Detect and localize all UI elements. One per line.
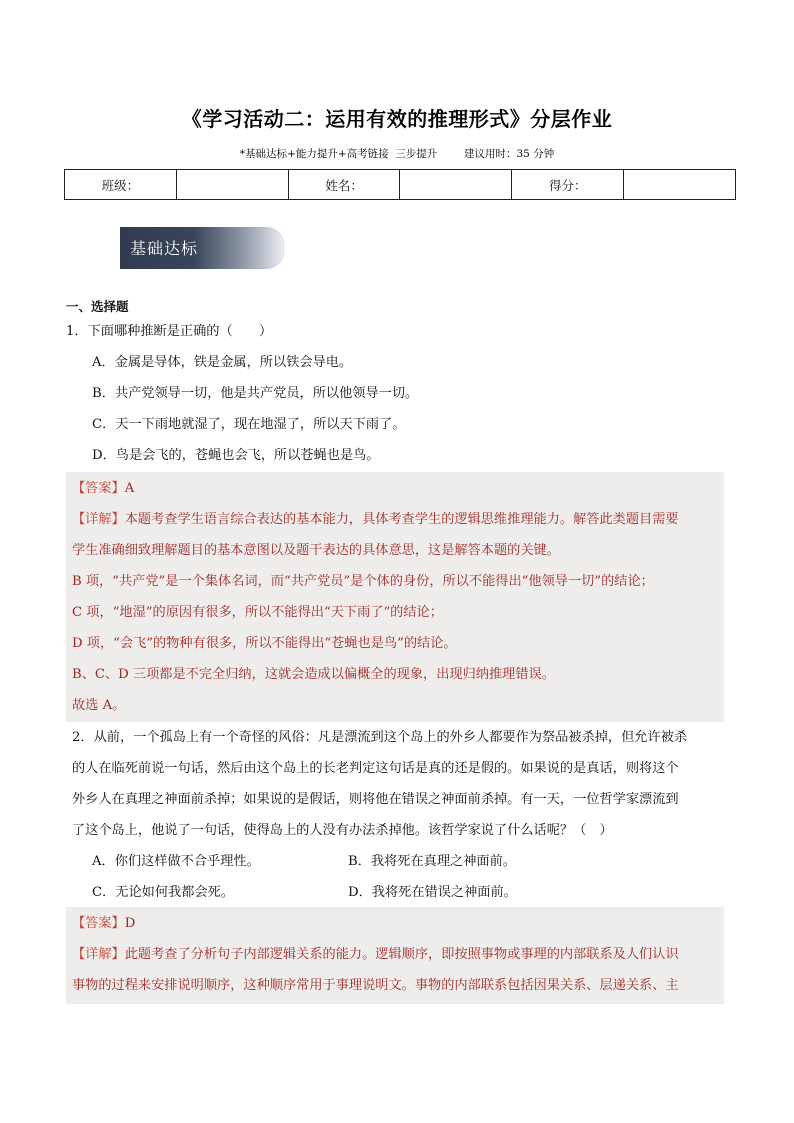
q1-option-a: A．金属是导体，铁是金属，所以铁会导电。 xyxy=(92,355,353,370)
q2-stem-line-1: 2．从前，一个孤岛上有一个奇怪的风俗：凡是漂流到这个岛上的外乡人都要作为祭品被杀掉，但允许被杀 xyxy=(72,730,688,745)
banner-label: 基础达标 xyxy=(130,239,199,258)
q2-answer-tag: 【答案】 xyxy=(72,916,125,931)
class-label: 班级： xyxy=(65,170,177,200)
q2-detail-text-1: 此题考查了分析句子内部逻辑关系的能力。逻辑顺序，即按照事物或事理的内部联系及人们认识 xyxy=(124,947,679,962)
q1-detail-line-1 xyxy=(72,510,679,530)
q2-answer xyxy=(72,914,135,934)
q2-detail-tag: 【详解】 xyxy=(72,947,125,962)
q2-answer-value: D xyxy=(124,916,136,931)
student-info-table xyxy=(64,169,736,200)
q2-stem-line-2: 的人在临死前说一句话，然后由这个岛上的长老判定这句话是真的还是假的。如果说的是真话，则将这个 xyxy=(72,761,679,776)
q1-detail-line-3: B 项，“共产党”是一个集体名词，而“共产党员”是个体的身份，所以不能得出“他领导一切”的结论； xyxy=(72,574,654,589)
q1-detail-line-2: 学生准确细致理解题目的基本意图以及题干表达的具体意思，这是解答本题的关键。 xyxy=(72,543,560,558)
q2-stem-line-3: 外乡人在真理之神面前杀掉；如果说的是假话，则将他在错误之神面前杀掉。有一天，一位哲学家漂流到 xyxy=(72,792,679,807)
q2-detail-line-1 xyxy=(72,945,679,965)
name-label: 姓名： xyxy=(288,170,400,200)
q1-option-d: D．鸟是会飞的，苍蝇也会飞，所以苍蝇也是鸟。 xyxy=(92,448,380,463)
q1-detail-line-4: C 项，“地湿”的原因有很多，所以不能得出“天下雨了”的结论； xyxy=(72,605,443,620)
q2-option-a: A．你们这样做不合乎理性。 xyxy=(92,854,260,869)
q1-detail-text-1: 本题考查学生语言综合表达的基本能力，具体考查学生的逻辑思维推理能力。解答此类题目需要 xyxy=(124,512,679,527)
q2-option-d: D．我将死在错误之神面前。 xyxy=(348,885,517,900)
name-field[interactable] xyxy=(400,170,512,200)
q1-option-c: C．天一下雨地就湿了，现在地湿了，所以天下雨了。 xyxy=(92,417,406,432)
q1-stem: 1．下面哪种推断是正确的（ ） xyxy=(66,324,273,339)
page-subtitle: *基础达标+能力提升+高考链接 三步提升 建议用时：35 分钟 xyxy=(239,148,555,160)
score-field[interactable] xyxy=(624,170,736,200)
q1-answer-tag: 【答案】 xyxy=(72,481,125,496)
q2-detail-line-2: 事物的过程来安排说明顺序，这种顺序常用于事理说明文。事物的内部联系包括因果关系、层递关系、主 xyxy=(72,978,679,993)
q2-option-c: C．无论如何我都会死。 xyxy=(92,885,234,900)
section-heading: 一、选择题 xyxy=(66,299,129,314)
q1-detail-line-5: D 项，“会飞”的物种有很多，所以不能得出“苍蝇也是鸟”的结论。 xyxy=(72,636,457,651)
class-field[interactable] xyxy=(176,170,288,200)
q1-detail-line-7: 故选 A。 xyxy=(72,698,126,713)
q1-detail-line-6: B、C、D 三项都是不完全归纳，这就会造成以偏概全的现象，出现归纳推理错误。 xyxy=(72,667,555,682)
q2-option-b: B．我将死在真理之神面前。 xyxy=(348,854,516,869)
q2-stem-line-4: 了这个岛上，他说了一句话，使得岛上的人没有办法杀掉他。该哲学家说了什么话呢？（ ） xyxy=(72,823,613,838)
q1-answer-value: A xyxy=(124,481,135,496)
score-label: 得分： xyxy=(512,170,624,200)
q1-option-b: B．共产党领导一切，他是共产党员，所以他领导一切。 xyxy=(92,386,419,401)
section-banner xyxy=(120,227,285,269)
q1-answer xyxy=(72,479,134,499)
page-title: 《学习活动二：运用有效的推理形式》分层作业 xyxy=(181,107,613,131)
q1-detail-tag: 【详解】 xyxy=(72,512,125,527)
